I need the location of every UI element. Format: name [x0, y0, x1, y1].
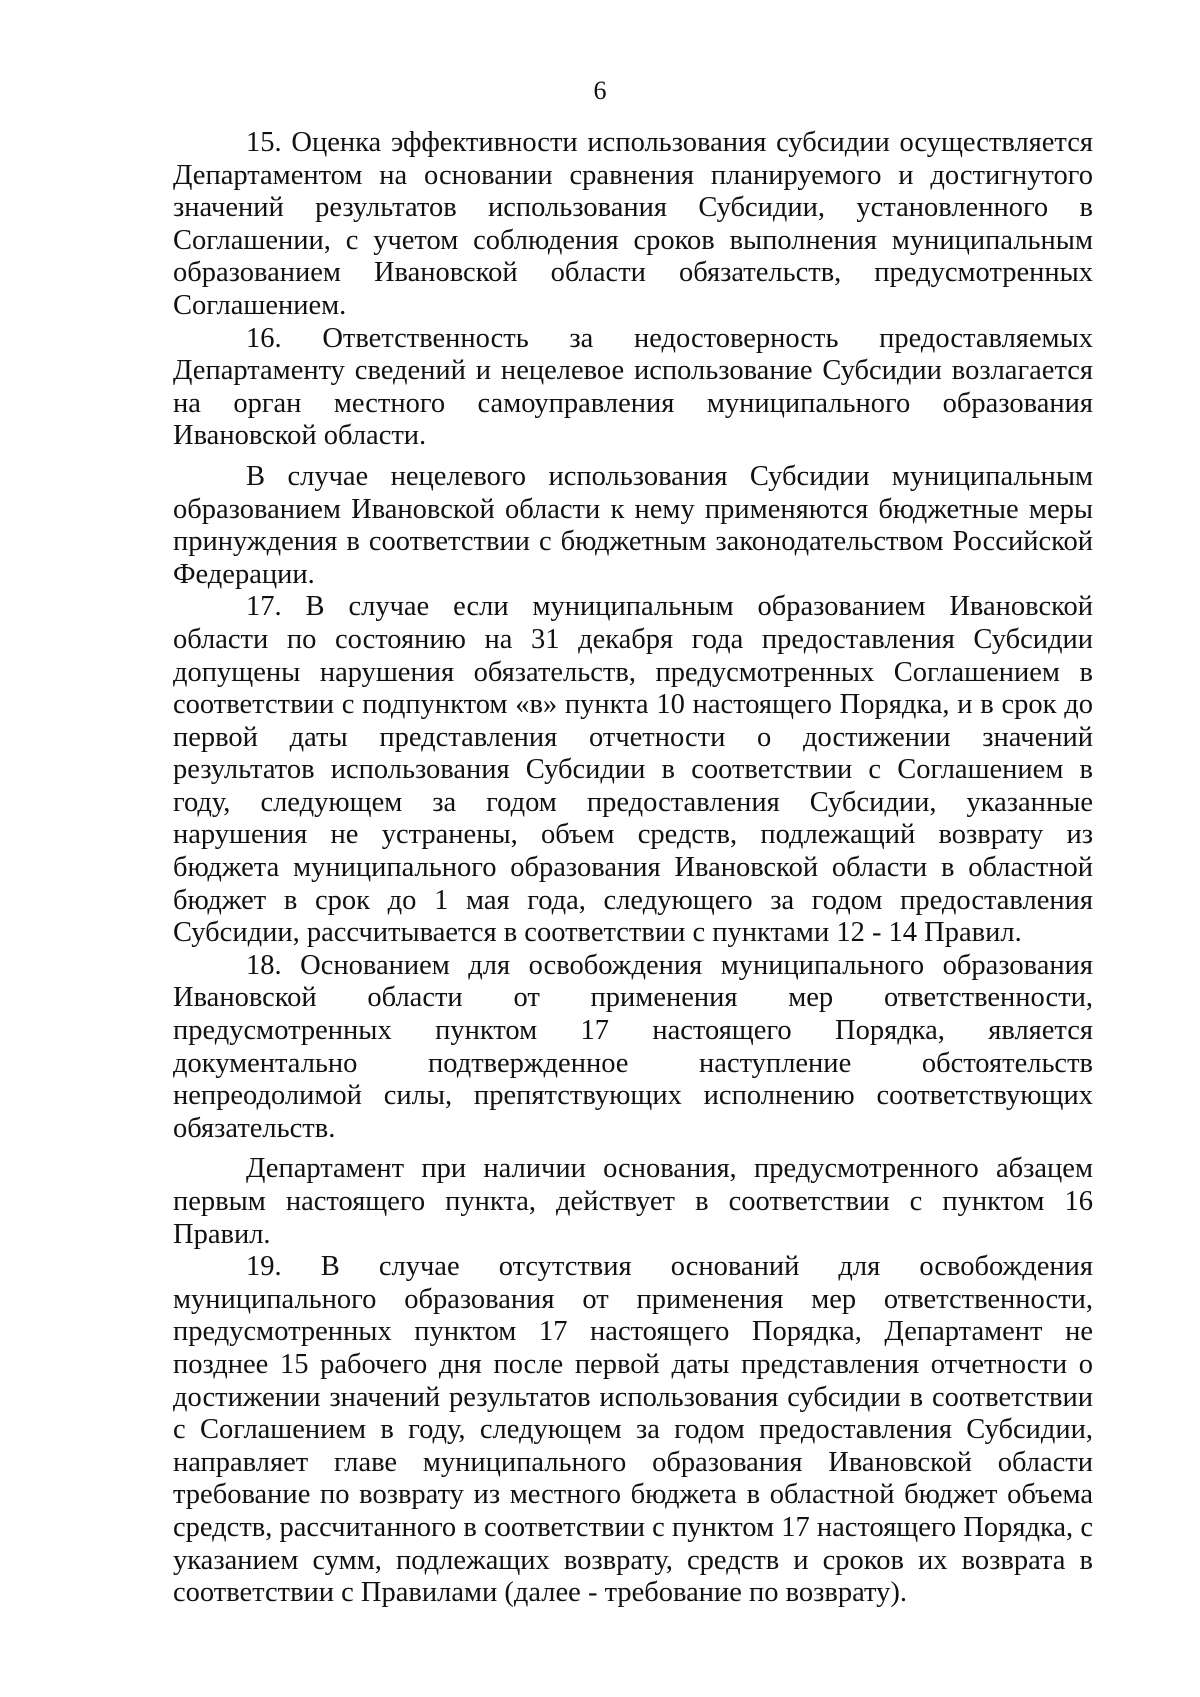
page-number: 6 — [593, 76, 607, 105]
paragraph-item-18-department: Департамент при наличии основания, предусмотренного абзацем первым настоящего пункта, действует в соответствии с пунктом 16 Правил. — [173, 1153, 1093, 1250]
paragraph-item-18: 18. Основанием для освобождения муниципального образования Ивановской области от применения мер ответственности, предусмотренных пунктом 17 настоящего Порядка, является документально подтвержденное наступление обстоятельств непреодолимой силы, препятствующих исполнению соответствующих обязательств. — [173, 949, 1093, 1144]
paragraph-item-15: 15. Оценка эффективности использования субсидии осуществляется Департаментом на основании сравнения планируемого и достигнутого значений результатов использования Субсидии, установленного в Соглашении, с учетом соблюдения сроков выполнения муниципальным образованием Ивановской области обязательств, предусмотренных Соглашением. — [173, 127, 1093, 321]
paragraph-item-17: 17. В случае если муниципальным образованием Ивановской области по состоянию на 31 декабря года предоставления Субсидии допущены нарушения обязательств, предусмотренных Соглашением в соответствии с подпунктом «в» пункта 10 настоящего Порядка, и в срок до первой даты представления отчетности о достижении значений результатов использования Субсидии в соответствии с Соглашением в году, следующем за годом предоставления Субсидии, указанные нарушения не устранены, объем средств, подлежащий возврату из бюджета муниципального образования Ивановской области в областной бюджет в срок до 1 мая года, следующего за годом предоставления Субсидии, рассчитывается в соответствии с пунктами 12 - 14 Правил. — [173, 591, 1093, 949]
paragraph-item-19: 19. В случае отсутствия оснований для освобождения муниципального образования от применения мер ответственности, предусмотренных пунктом 17 настоящего Порядка, Департамент не позднее 15 рабочего дня после первой даты представления отчетности о достижении значений результатов использования субсидии в соответствии с Соглашением в году, следующем за годом предоставления Субсидии, направляет главе муниципального образования Ивановской области требование по возврату из местного бюджета в областной бюджет объема средств, рассчитанного в соответствии с пунктом 17 настоящего Порядка, с указанием сумм, подлежащих возврату, средств и сроков их возврата в соответствии с Правилами (далее - требование по возврату). — [173, 1251, 1093, 1609]
paragraph-item-16: 16. Ответственность за недостоверность предоставляемых Департаменту сведений и нецелевое использование Субсидии возлагается на орган местного самоуправления муниципального образования Ивановской области. — [173, 322, 1093, 452]
paragraph-item-16-misuse: В случае нецелевого использования Субсидии муниципальным образованием Ивановской области к нему применяются бюджетные меры принуждения в соответствии с бюджетным законодательством Российской Федерации. — [173, 460, 1093, 590]
document-body — [173, 127, 1093, 1610]
